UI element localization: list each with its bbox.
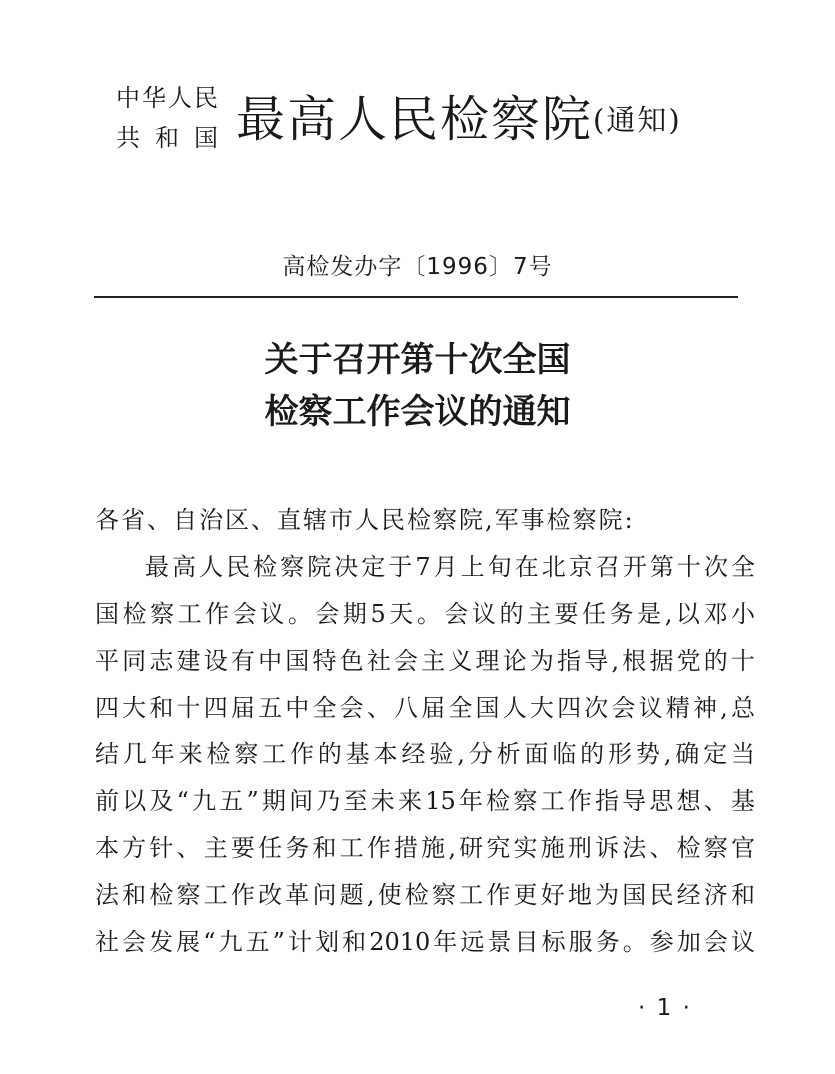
body-line: 平同志建设有中国特色社会主义理论为指导,根据党的十	[95, 646, 755, 675]
body-line: 社会发展“九五”计划和2010年远景目标服务。参加会议	[95, 928, 755, 957]
body-line: 国检察工作会议。会期5天。会议的主要任务是,以邓小	[95, 599, 755, 628]
country-line-2: 共和国	[116, 124, 220, 152]
document-number: 高检发办字〔1996〕7号	[282, 254, 553, 280]
document-type: (通知)	[593, 103, 682, 137]
document-body	[95, 497, 755, 966]
body-line: 前以及“九五”期间乃至未来15年检察工作指导思想、基	[95, 787, 755, 816]
body-line: 结几年来检察工作的基本经验,分析面临的形势,确定当	[95, 740, 755, 769]
salutation: 各省、自治区、直辖市人民检察院,军事检察院:	[95, 506, 635, 534]
issuer-header	[236, 84, 682, 156]
issuer-country	[116, 78, 220, 158]
title-line-1: 关于召开第十次全国	[264, 340, 571, 380]
body-line: 本方针、主要任务和工作措施,研究实施刑诉法、检察官	[95, 834, 755, 863]
body-line: 四大和十四届五中全会、八届全国人大四次会议精神,总	[95, 693, 755, 722]
agency-name: 最高人民检察院	[236, 91, 594, 148]
body-line: 法和检察工作改革问题,使检察工作更好地为国民经济和	[95, 881, 755, 910]
country-line-1: 中华人民	[116, 84, 220, 112]
title-line-2: 检察工作会议的通知	[264, 392, 571, 432]
body-line: 最高人民检察院决定于7月上旬在北京召开第十次全	[145, 552, 755, 581]
page-number: · 1 ·	[638, 995, 692, 1021]
document-title	[0, 334, 835, 438]
header-divider	[94, 296, 738, 298]
